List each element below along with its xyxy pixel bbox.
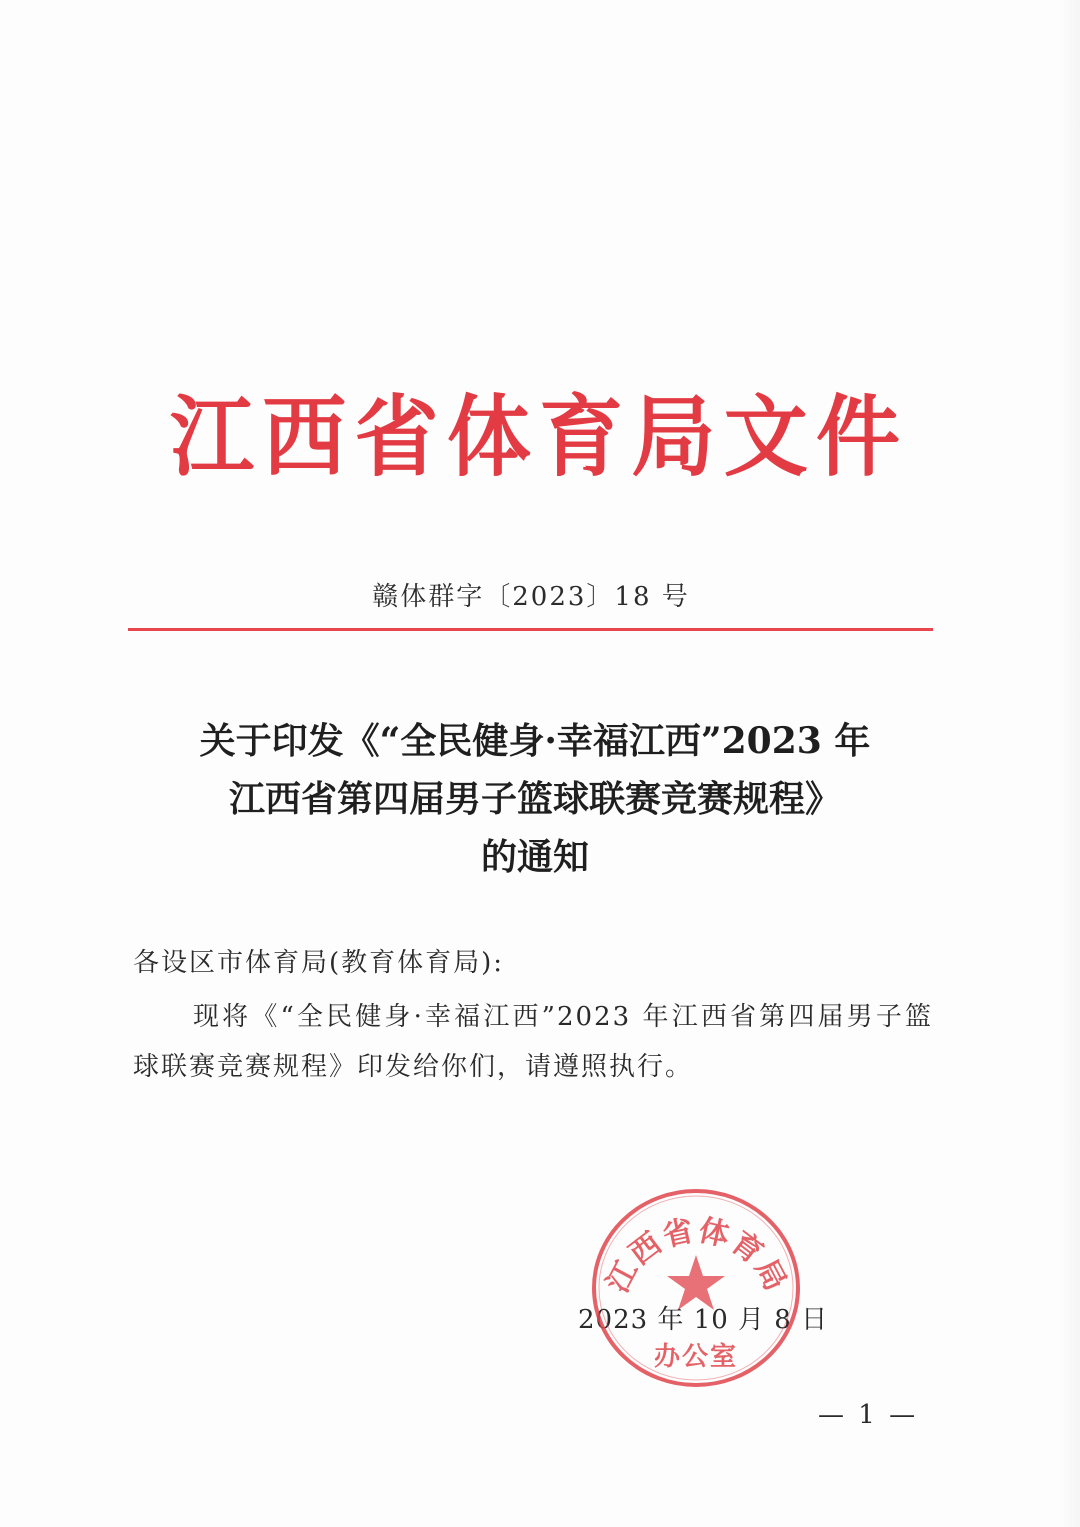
page-number: — 1 — [818,1400,919,1430]
header-char: 省 [354,385,439,489]
body-paragraph: 现将《“全民健身·幸福江西”2023 年江西省第四届男子篮球联赛竞赛规程》印发给你们，请遵照执行。 [133,1002,933,1082]
notice-title-line: 江西省第四届男子篮球联赛竞赛规程》 [228,778,841,820]
notice-title [120,712,950,886]
notice-title-line: 的通知 [480,836,589,878]
issue-date: 2023 年 10 月 8 日 [578,1305,829,1335]
header-char: 西 [262,385,347,489]
notice-title-line: 关于印发《“全民健身·幸福江西”2023 年 [199,720,871,762]
addressee: 各设区市体育局(教育体育局): [133,948,505,978]
document-header-title [170,382,900,492]
header-char: 体 [446,385,531,489]
document-number: 赣体群字〔2023〕18 号 [372,582,690,612]
header-char: 江 [170,385,255,489]
header-char: 局 [631,385,716,489]
page-edge-shadow [1058,0,1080,1527]
official-seal [588,1185,804,1391]
header-char: 文 [723,385,808,489]
svg-text:江西省体育局: 江西省体育局 [600,1213,794,1299]
red-divider [128,628,933,631]
star-icon [667,1255,725,1310]
header-char: 件 [815,385,900,489]
svg-text:办公室: 办公室 [653,1342,739,1372]
header-char: 育 [539,385,624,489]
